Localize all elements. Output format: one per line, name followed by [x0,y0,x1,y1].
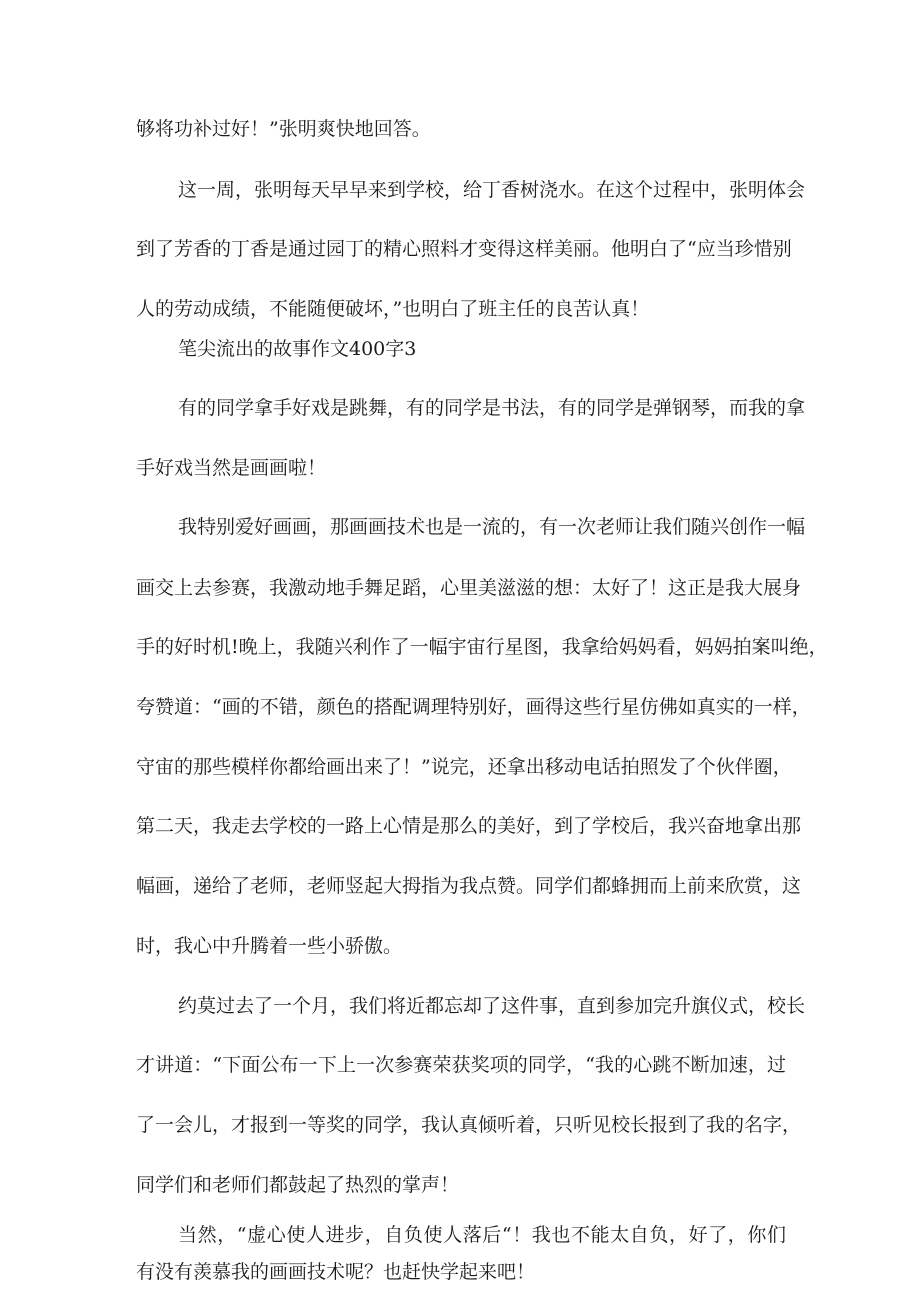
section-heading: 笔尖流出的故事作文400字3 [178,338,417,360]
text-line: 够将功补过好！”张明爽快地回答。 [136,118,431,140]
text-line: 幅画，递给了老师，老师竖起大拇指为我点赞。同学们都蜂拥而上前来欣赏，这 [136,875,802,897]
text-line: 我特别爱好画画，那画画技术也是一流的，有一次老师让我们随兴创作一幅 [178,516,806,538]
text-line: 守宙的那些模样你都给画出来了！”说完，还拿出移动电话拍照发了个伙伴圈， [136,756,792,778]
text-line: 同学们和老师们都鼓起了热烈的掌声！ [136,1174,460,1196]
text-line: 时，我心中升腾着一些小骄傲。 [136,935,403,957]
text-line: 这一周，张明每天早早来到学校，给丁香树浇水。在这个过程中，张明体会 [178,179,806,201]
text-line: 手的好时机!晚上，我随兴利作了一幅宇宙行星图，我拿给妈妈看，妈妈拍案叫绝， [136,636,828,658]
text-line: 约莫过去了一个月，我们将近都忘却了这件事，直到参加完升旗仪式，校长 [178,995,806,1017]
text-line: 到了芳香的丁香是通过园丁的精心照料才变得这样美丽。他明白了“应当珍惜别 [136,238,792,260]
text-line: 画交上去参赛，我激动地手舞足蹈，心里美滋滋的想：太好了！这正是我大展身 [136,577,802,599]
text-line: 夸赞道：“画的不错，颜色的搭配调理特别好，画得这些行星仿佛如真实的一样， [136,696,811,718]
text-line: 才讲道：“下面公布一下上一次参赛荣获奖项的同学，“我的心跳不断加速，过 [136,1054,786,1076]
text-line: 有的同学拿手好戏是跳舞，有的同学是书法，有的同学是弹钢琴，而我的拿 [178,397,806,419]
text-line: 了一会儿，才报到一等奖的同学，我认真倾听着，只听见校长报到了我的名字， [136,1114,802,1136]
text-line: 第二天，我走去学校的一路上心情是那么的美好，到了学校后，我兴奋地拿出那 [136,815,802,837]
text-line: 有没有羡慕我的画画技术呢？也赶快学起来吧！ [136,1261,536,1283]
text-line: 人的劳动成绩，不能随便破坏，”也明白了班主任的良苦认真！ [136,298,650,320]
text-line: 当然，“虚心使人进步，自负使人落后“！我也不能太自负，好了，你们 [178,1224,786,1246]
text-line: 手好戏当然是画画啦！ [136,457,327,479]
